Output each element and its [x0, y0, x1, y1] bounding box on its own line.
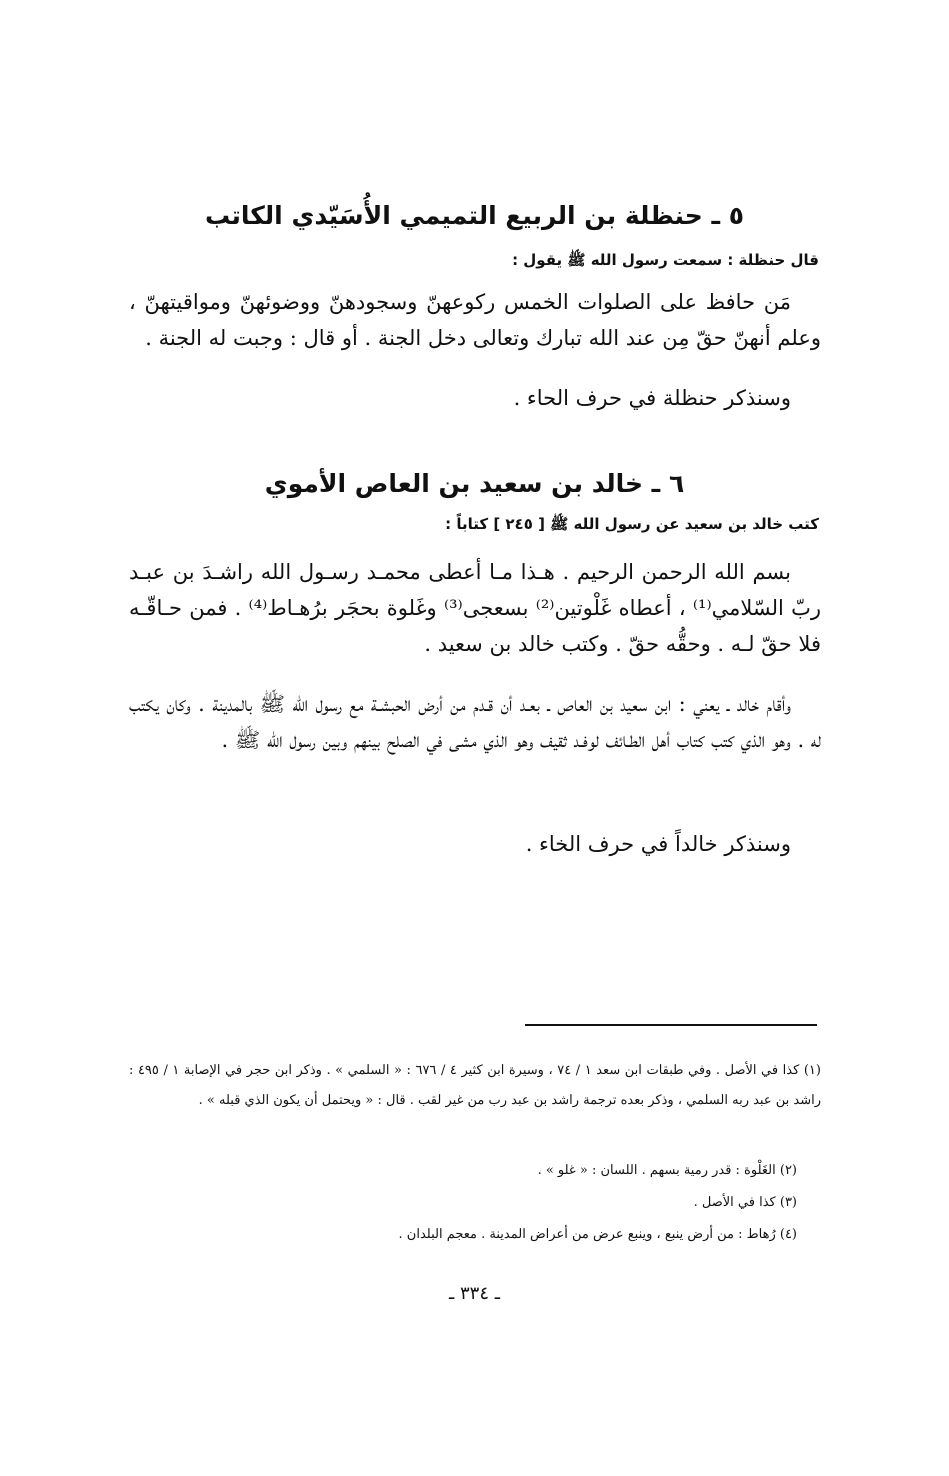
section-6-heading: ٦ ـ خالد بن سعيد بن العاص الأموي: [264, 469, 685, 498]
footnote-4: (٤) رُهاط : من أرض ينبع ، وينبع عرض من أعراض المدينة . معجم البلدان .: [398, 1227, 797, 1242]
footnote-1: (١) كذا في الأصل . وفي طبقات ابن سعد ١ / ٧٤ ، وسيرة ابن كثير ٤ / ٦٧٦ : « السلمي » . وذكر ابن حجر في الإصابة ١ / ٤٩٥ : راشد بن عبد ربه السلمي ، وذكر بعده ترجمة راشد بن عبد رب من غير لقب . قال : « ويحتمل أن يكون الذي قبله » .: [129, 1063, 821, 1108]
section-5-intro: قال حنظلة : سمعت رسول الله ﷺ يقول :: [512, 251, 819, 269]
section-6-cross-reference: وسنذكر خالداً في حرف الخاء .: [525, 832, 791, 856]
section-6-intro: كتب خالد بن سعيد عن رسول الله ﷺ [ ٢٤٥ ] كتاباً :: [445, 515, 819, 533]
footnote-3: (٣) كذا في الأصل .: [693, 1195, 797, 1210]
footnote-separator: [525, 1024, 817, 1026]
section-6-letter-text: بسم الله الرحمن الرحيم . هـذا مـا أعطى محمـد رسـول الله راشـدَ بن عبـد ربّ السّلامي⁽¹⁾ ، أعطاه غَلْوتين⁽²⁾ بسعجى⁽³⁾ وغَلوة بحجَر برُهـاط⁽⁴⁾ . فمن حـاقّـه فلا حقّ لـه . وحقُّه حقّ . وكتب خالد بن سعيد .: [129, 560, 822, 656]
section-5-hadith-text: مَن حافظ على الصلوات الخمس ركوعهنّ وسجودهنّ ووضوئهنّ ومواقيتهنّ ، وعلم أنهنّ حقّ مِن عند الله تبارك وتعالى دخل الجنة . أو قال : وجبت له الجنة .: [129, 290, 821, 350]
section-6-narration: وأقام خالد ـ يعني : ابن سعيد بن العاص ـ بعـد أن قـدم من أرض الحبشـة مع رسول الله ﷺ بالمدينة . وكان يكتب له . وهو الذي كتب كتاب أهل الطـائف لوفـد ثقيف وهو الذي مشى في الصلح بينهم وبين رسول الله ﷺ .: [129, 692, 821, 752]
page-number: ـ ٣٣٤ ـ: [448, 1283, 500, 1304]
footnote-2: (٢) الغَلْوة : قدر رمية بسهم . اللسان : « غلو » .: [537, 1163, 797, 1178]
section-5-cross-reference: وسنذكر حنظلة في حرف الحاء .: [513, 386, 791, 410]
section-5-heading: ٥ ـ حنظلة بن الربيع التميمي الأُسَيّدي الكاتب: [205, 201, 744, 230]
